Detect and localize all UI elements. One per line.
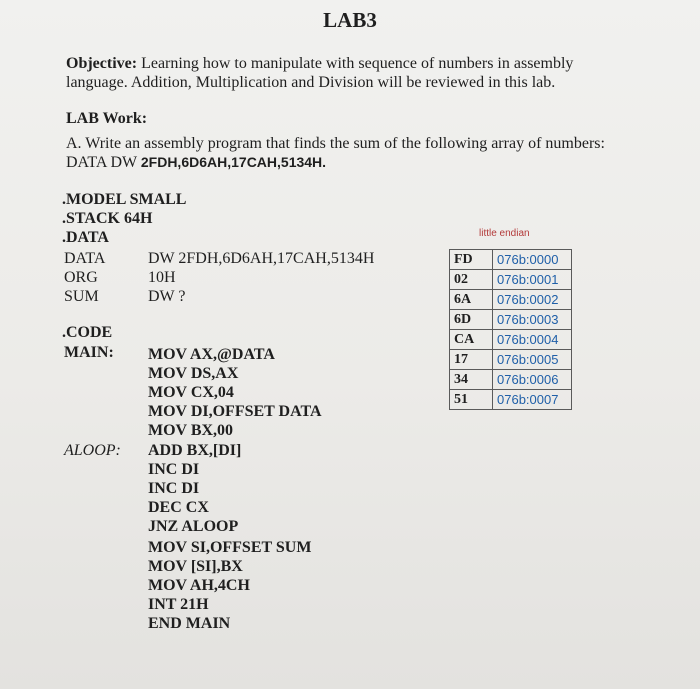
memory-address: 076b:0000 bbox=[493, 250, 572, 270]
task-text: A. Write an assembly program that finds the sum of the following array of numbers: DATA DW bbox=[66, 135, 605, 171]
memory-byte: 51 bbox=[450, 390, 493, 410]
main-label: MAIN: bbox=[64, 344, 114, 361]
data-instr-org: 10H bbox=[148, 269, 176, 286]
code-line: MOV AX,@DATA bbox=[148, 346, 275, 363]
memory-address: 076b:0006 bbox=[493, 370, 572, 390]
task-values: 2FDH,6D6AH,17CAH,5134H. bbox=[140, 154, 327, 170]
table-row bbox=[450, 350, 572, 370]
code-code-seg: .CODE bbox=[62, 324, 113, 341]
code-stack: .STACK 64H bbox=[62, 210, 153, 227]
code-line: MOV BX,00 bbox=[148, 422, 234, 439]
code-line: ADD BX,[DI] bbox=[148, 442, 242, 459]
memory-address: 076b:0002 bbox=[493, 290, 572, 310]
memory-table bbox=[449, 249, 572, 410]
data-instr-sum: DW ? bbox=[148, 288, 186, 305]
memory-address: 076b:0007 bbox=[493, 390, 572, 410]
code-line: MOV DS,AX bbox=[148, 365, 239, 382]
memory-byte: FD bbox=[450, 250, 493, 270]
memory-byte: 34 bbox=[450, 370, 493, 390]
lab-work-heading: LAB Work: bbox=[66, 110, 148, 127]
memory-byte: CA bbox=[450, 330, 493, 350]
task-paragraph bbox=[66, 134, 626, 172]
code-line: MOV CX,04 bbox=[148, 384, 234, 401]
code-line: END MAIN bbox=[148, 615, 231, 632]
table-row bbox=[450, 250, 572, 270]
code-line: DEC CX bbox=[148, 499, 209, 516]
memory-byte: 6A bbox=[450, 290, 493, 310]
code-model: .MODEL SMALL bbox=[62, 191, 187, 208]
table-row bbox=[450, 330, 572, 350]
memory-address: 076b:0004 bbox=[493, 330, 572, 350]
table-row bbox=[450, 370, 572, 390]
table-row bbox=[450, 290, 572, 310]
loop-label: ALOOP: bbox=[64, 442, 121, 459]
code-line: INT 21H bbox=[148, 596, 209, 613]
code-data-seg: .DATA bbox=[62, 229, 109, 246]
memory-byte: 17 bbox=[450, 350, 493, 370]
memory-byte: 6D bbox=[450, 310, 493, 330]
code-line: MOV SI,OFFSET SUM bbox=[148, 539, 312, 556]
data-label-data: DATA bbox=[64, 250, 106, 267]
table-row bbox=[450, 310, 572, 330]
memory-address: 076b:0005 bbox=[493, 350, 572, 370]
objective-label: Objective: bbox=[66, 55, 138, 72]
code-line: MOV [SI],BX bbox=[148, 558, 243, 575]
code-line: MOV DI,OFFSET DATA bbox=[148, 403, 322, 420]
little-endian-label: little endian bbox=[479, 228, 530, 239]
page-title: LAB3 bbox=[323, 8, 377, 32]
data-instr-data: DW 2FDH,6D6AH,17CAH,5134H bbox=[148, 250, 375, 267]
code-line: MOV AH,4CH bbox=[148, 577, 250, 594]
table-row bbox=[450, 270, 572, 290]
data-label-org: ORG bbox=[64, 269, 98, 286]
objective-text: Learning how to manipulate with sequence of numbers in assembly language. Addition, Multiplication and Division will be reviewed in this lab. bbox=[66, 55, 574, 91]
table-row bbox=[450, 390, 572, 410]
code-line: INC DI bbox=[148, 480, 200, 497]
data-label-sum: SUM bbox=[64, 288, 99, 305]
objective-paragraph bbox=[66, 54, 626, 92]
code-line: INC DI bbox=[148, 461, 200, 478]
memory-byte: 02 bbox=[450, 270, 493, 290]
memory-address: 076b:0003 bbox=[493, 310, 572, 330]
code-line: JNZ ALOOP bbox=[148, 518, 239, 535]
memory-address: 076b:0001 bbox=[493, 270, 572, 290]
